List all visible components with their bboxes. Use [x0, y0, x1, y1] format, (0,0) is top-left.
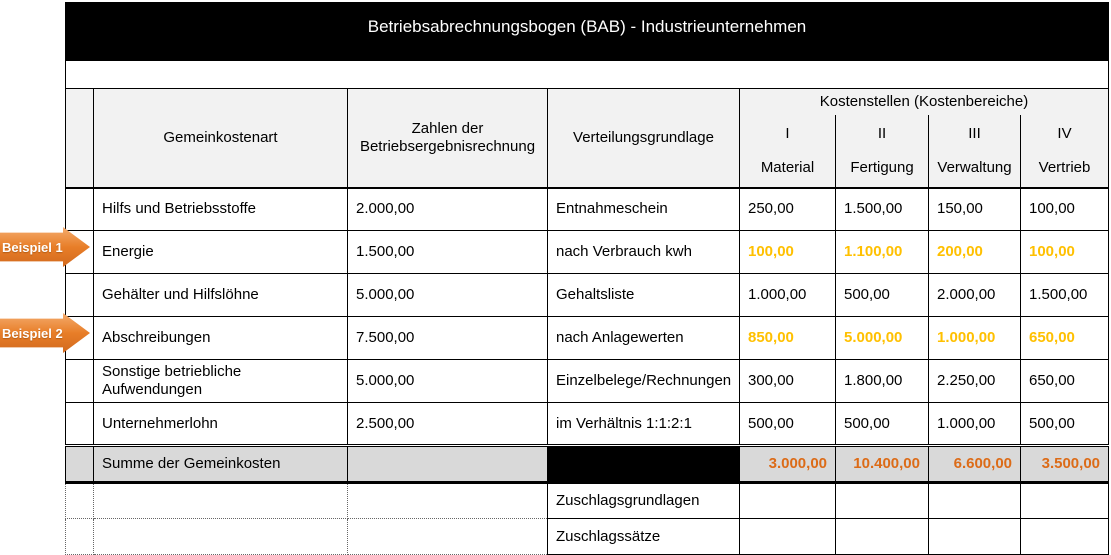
- footer-value-cell: [740, 483, 836, 519]
- row-value-fertigung: 1.100,00: [836, 231, 929, 274]
- row-basis-cell: Entnahmeschein: [548, 188, 740, 231]
- row-basis-cell: nach Anlagewerten: [548, 317, 740, 360]
- row-basis-cell: Gehaltsliste: [548, 274, 740, 317]
- row-marker-cell: [66, 274, 94, 317]
- header-row-group: [66, 89, 1109, 115]
- bab-table: [65, 2, 1109, 555]
- page-title: Betriebsabrechnungsbogen (BAB) - Industrieunternehmen: [66, 3, 1109, 62]
- cost-center-numeral: I: [785, 124, 790, 142]
- row-value-material: 250,00: [740, 188, 836, 231]
- row-category-cell: Energie: [94, 231, 348, 274]
- header-cost-center-material: [740, 115, 836, 188]
- summary-label: Summe der Gemeinkosten: [94, 446, 348, 483]
- title-bar: [66, 3, 1109, 62]
- summary-value-vertrieb: 3.500,00: [1021, 446, 1109, 483]
- row-marker-cell: [66, 360, 94, 403]
- row-value-verwaltung: 150,00: [929, 188, 1021, 231]
- row-amount-cell: 5.000,00: [348, 360, 548, 403]
- summary-value-verwaltung: 6.600,00: [929, 446, 1021, 483]
- summary-value-material: 3.000,00: [740, 446, 836, 483]
- row-basis-cell: Einzelbelege/Rechnungen: [548, 360, 740, 403]
- row-value-fertigung: 1.800,00: [836, 360, 929, 403]
- header-verteilungsgrundlage: Verteilungsgrundlage: [548, 89, 740, 188]
- row-basis-cell: im Verhältnis 1:1:2:1: [548, 403, 740, 446]
- row-category-cell: Abschreibungen: [94, 317, 348, 360]
- row-category-cell: Unternehmerlohn: [94, 403, 348, 446]
- footer-empty-cell: [348, 519, 548, 555]
- row-value-verwaltung: 200,00: [929, 231, 1021, 274]
- row-value-vertrieb: 100,00: [1021, 231, 1109, 274]
- footer-value-cell: [1021, 519, 1109, 555]
- row-value-vertrieb: 500,00: [1021, 403, 1109, 446]
- row-value-vertrieb: 650,00: [1021, 360, 1109, 403]
- row-value-material: 850,00: [740, 317, 836, 360]
- row-value-verwaltung: 1.000,00: [929, 317, 1021, 360]
- summary-value-fertigung: 10.400,00: [836, 446, 929, 483]
- footer-row-zuschlagsgrundlagen: [66, 483, 1109, 519]
- footer-value-cell: [1021, 483, 1109, 519]
- row-amount-cell: 2.000,00: [348, 188, 548, 231]
- cost-row: [66, 360, 1109, 403]
- cost-center-name: Fertigung: [850, 158, 914, 176]
- row-category-cell: Hilfs und Betriebsstoffe: [94, 188, 348, 231]
- row-value-material: 300,00: [740, 360, 836, 403]
- row-amount-cell: 5.000,00: [348, 274, 548, 317]
- footer-label-zuschlagsgrundlagen: Zuschlagsgrundlagen: [548, 483, 740, 519]
- row-value-verwaltung: 2.000,00: [929, 274, 1021, 317]
- summary-amount-cell: [348, 446, 548, 483]
- beispiel-1-callout: [0, 227, 90, 267]
- footer-empty-cell: [94, 483, 348, 519]
- footer-marker-cell: [66, 519, 94, 555]
- cost-center-name: Vertrieb: [1038, 158, 1091, 176]
- cost-center-numeral: IV: [1057, 124, 1072, 142]
- summary-blacked-out-cell: [548, 446, 740, 483]
- footer-empty-cell: [94, 519, 348, 555]
- cost-rows: [66, 188, 1109, 446]
- row-value-fertigung: 500,00: [836, 403, 929, 446]
- row-amount-cell: 2.500,00: [348, 403, 548, 446]
- row-value-verwaltung: 1.000,00: [929, 403, 1021, 446]
- header-cost-center-fertigung: [836, 115, 929, 188]
- row-amount-cell: 7.500,00: [348, 317, 548, 360]
- row-category-cell: Sonstige betriebliche Aufwendungen: [94, 360, 348, 403]
- cost-row: [66, 231, 1109, 274]
- row-value-fertigung: 500,00: [836, 274, 929, 317]
- beispiel-2-callout: [0, 313, 90, 353]
- row-value-material: 1.000,00: [740, 274, 836, 317]
- cost-row: [66, 188, 1109, 231]
- row-value-vertrieb: 650,00: [1021, 317, 1109, 360]
- summary-row: [66, 446, 1109, 483]
- cost-center-numeral: II: [877, 124, 887, 142]
- footer-value-cell: [929, 519, 1021, 555]
- row-value-vertrieb: 1.500,00: [1021, 274, 1109, 317]
- header-cost-center-vertrieb: [1021, 115, 1109, 188]
- footer-marker-cell: [66, 483, 94, 519]
- footer-value-cell: [836, 483, 929, 519]
- beispiel-2-label: Beispiel 2: [2, 325, 63, 341]
- cost-center-name: Material: [760, 158, 815, 176]
- cost-row: [66, 317, 1109, 360]
- footer-empty-cell: [348, 483, 548, 519]
- spacer-cell: [66, 61, 1109, 89]
- row-value-material: 100,00: [740, 231, 836, 274]
- row-category-cell: Gehälter und Hilfslöhne: [94, 274, 348, 317]
- header-row-marker-column: [66, 89, 94, 188]
- row-marker-cell: [66, 403, 94, 446]
- cost-center-name: Verwaltung: [937, 158, 1012, 176]
- row-value-fertigung: 1.500,00: [836, 188, 929, 231]
- summary-marker-cell: [66, 446, 94, 483]
- row-value-fertigung: 5.000,00: [836, 317, 929, 360]
- footer-label-zuschlagssaetze: Zuschlagssätze: [548, 519, 740, 555]
- row-basis-cell: nach Verbrauch kwh: [548, 231, 740, 274]
- row-value-verwaltung: 2.250,00: [929, 360, 1021, 403]
- cost-center-numeral: III: [968, 124, 981, 142]
- footer-row-zuschlagssaetze: [66, 519, 1109, 555]
- row-value-vertrieb: 100,00: [1021, 188, 1109, 231]
- header-gemeinkostenart: Gemeinkostenart: [94, 89, 348, 188]
- cost-row: [66, 274, 1109, 317]
- header-zahlen: Zahlen der Betriebsergebnisrechnung: [348, 89, 548, 188]
- row-value-material: 500,00: [740, 403, 836, 446]
- spacer-row: [66, 61, 1109, 89]
- footer-value-cell: [929, 483, 1021, 519]
- footer-value-cell: [836, 519, 929, 555]
- row-marker-cell: [66, 188, 94, 231]
- footer-value-cell: [740, 519, 836, 555]
- beispiel-1-label: Beispiel 1: [2, 239, 63, 255]
- header-cost-center-verwaltung: [929, 115, 1021, 188]
- row-amount-cell: 1.500,00: [348, 231, 548, 274]
- cost-row: [66, 403, 1109, 446]
- header-kostenstellen-group: Kostenstellen (Kostenbereiche): [740, 89, 1109, 115]
